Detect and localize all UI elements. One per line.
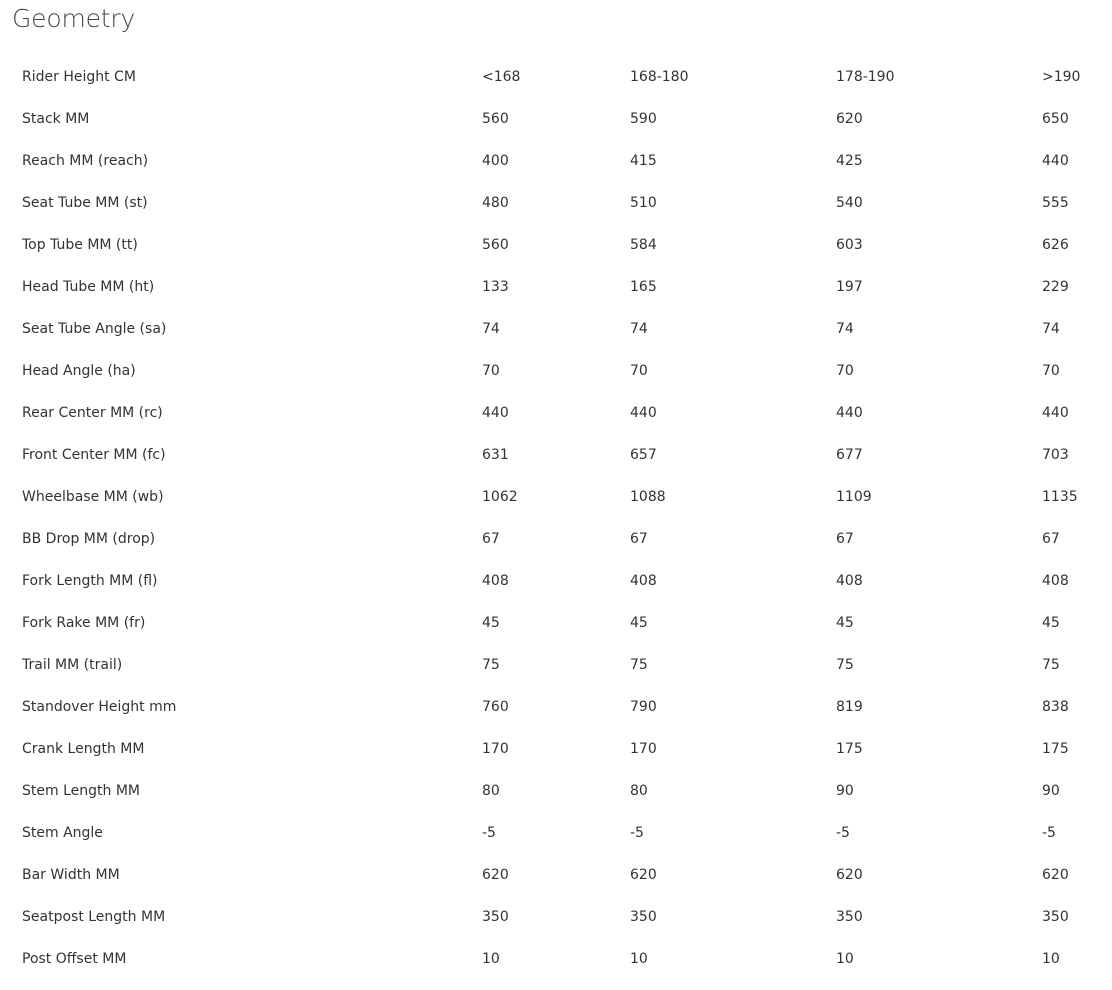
size-value-cell: 45 — [836, 615, 854, 631]
size-value-cell: 620 — [1042, 867, 1069, 883]
row-label: Trail MM (trail) — [22, 657, 123, 673]
table-row — [0, 350, 1112, 392]
row-label: Crank Length MM — [22, 741, 145, 757]
row-label: Stack MM — [22, 111, 90, 127]
size-value-cell: 10 — [630, 951, 648, 967]
geometry-table — [0, 56, 1112, 980]
size-value-cell: 133 — [482, 279, 509, 295]
row-label: Top Tube MM (tt) — [22, 237, 138, 253]
size-value-cell: 178-190 — [836, 69, 895, 85]
size-value-cell: 408 — [1042, 573, 1069, 589]
size-value-cell: 67 — [836, 531, 854, 547]
size-value-cell: -5 — [630, 825, 644, 841]
row-label: Bar Width MM — [22, 867, 120, 883]
size-value-cell: 540 — [836, 195, 863, 211]
size-value-cell: 90 — [1042, 783, 1060, 799]
row-label: Rear Center MM (rc) — [22, 405, 163, 421]
size-value-cell: 790 — [630, 699, 657, 715]
size-value-cell: 170 — [482, 741, 509, 757]
size-value-cell: 440 — [482, 405, 509, 421]
table-row — [0, 56, 1112, 98]
geometry-table-body — [0, 56, 1112, 980]
size-value-cell: 165 — [630, 279, 657, 295]
size-value-cell: 760 — [482, 699, 509, 715]
size-value-cell: 560 — [482, 237, 509, 253]
table-row — [0, 854, 1112, 896]
row-label: BB Drop MM (drop) — [22, 531, 156, 547]
size-value-cell: 67 — [630, 531, 648, 547]
size-value-cell: 10 — [482, 951, 500, 967]
table-row — [0, 182, 1112, 224]
size-value-cell: 74 — [836, 321, 854, 337]
size-value-cell: 175 — [1042, 741, 1069, 757]
table-row — [0, 560, 1112, 602]
table-row — [0, 434, 1112, 476]
size-value-cell: 440 — [836, 405, 863, 421]
row-label: Seatpost Length MM — [22, 909, 166, 925]
size-value-cell: 1109 — [836, 489, 872, 505]
size-value-cell: 80 — [482, 783, 500, 799]
size-value-cell: 555 — [1042, 195, 1069, 211]
size-value-cell: 75 — [1042, 657, 1060, 673]
size-value-cell: 408 — [630, 573, 657, 589]
size-value-cell: 677 — [836, 447, 863, 463]
row-label: Head Tube MM (ht) — [22, 279, 155, 295]
size-value-cell: 350 — [1042, 909, 1069, 925]
row-label: Seat Tube MM (st) — [22, 195, 148, 211]
size-value-cell: 415 — [630, 153, 657, 169]
size-value-cell: 480 — [482, 195, 509, 211]
size-value-cell: 70 — [1042, 363, 1060, 379]
size-value-cell: 408 — [836, 573, 863, 589]
size-value-cell: 75 — [482, 657, 500, 673]
table-row — [0, 266, 1112, 308]
page-title: Geometry — [12, 4, 136, 33]
table-row — [0, 602, 1112, 644]
table-row — [0, 686, 1112, 728]
size-value-cell: 408 — [482, 573, 509, 589]
size-value-cell: 74 — [482, 321, 500, 337]
table-row — [0, 938, 1112, 980]
size-value-cell: 440 — [630, 405, 657, 421]
size-value-cell: 584 — [630, 237, 657, 253]
size-value-cell: -5 — [1042, 825, 1056, 841]
size-value-cell: <168 — [482, 69, 521, 85]
size-value-cell: 400 — [482, 153, 509, 169]
size-value-cell: 67 — [1042, 531, 1060, 547]
table-row — [0, 308, 1112, 350]
size-value-cell: 703 — [1042, 447, 1069, 463]
row-label: Front Center MM (fc) — [22, 447, 166, 463]
size-value-cell: 74 — [630, 321, 648, 337]
table-row — [0, 770, 1112, 812]
size-value-cell: 657 — [630, 447, 657, 463]
row-label: Fork Rake MM (fr) — [22, 615, 146, 631]
row-label: Fork Length MM (fl) — [22, 573, 158, 589]
size-value-cell: 440 — [1042, 153, 1069, 169]
size-value-cell: 168-180 — [630, 69, 689, 85]
size-value-cell: 425 — [836, 153, 863, 169]
size-value-cell: 590 — [630, 111, 657, 127]
row-label: Wheelbase MM (wb) — [22, 489, 164, 505]
size-value-cell: 819 — [836, 699, 863, 715]
size-value-cell: 10 — [836, 951, 854, 967]
size-value-cell: 70 — [836, 363, 854, 379]
size-value-cell: -5 — [482, 825, 496, 841]
size-value-cell: -5 — [836, 825, 850, 841]
size-value-cell: 67 — [482, 531, 500, 547]
size-value-cell: 1088 — [630, 489, 666, 505]
size-value-cell: 45 — [482, 615, 500, 631]
size-value-cell: 838 — [1042, 699, 1069, 715]
size-value-cell: 75 — [836, 657, 854, 673]
row-label: Stem Angle — [22, 825, 103, 841]
table-row — [0, 644, 1112, 686]
table-row — [0, 476, 1112, 518]
table-row — [0, 392, 1112, 434]
row-label: Standover Height mm — [22, 699, 177, 715]
size-value-cell: 603 — [836, 237, 863, 253]
size-value-cell: 74 — [1042, 321, 1060, 337]
size-value-cell: 350 — [630, 909, 657, 925]
size-value-cell: 45 — [630, 615, 648, 631]
size-value-cell: 620 — [836, 867, 863, 883]
size-value-cell: >190 — [1042, 69, 1081, 85]
row-label: Post Offset MM — [22, 951, 127, 967]
size-value-cell: 1135 — [1042, 489, 1078, 505]
row-label: Seat Tube Angle (sa) — [22, 321, 167, 337]
size-value-cell: 10 — [1042, 951, 1060, 967]
size-value-cell: 620 — [836, 111, 863, 127]
table-row — [0, 224, 1112, 266]
row-label: Reach MM (reach) — [22, 153, 149, 169]
size-value-cell: 560 — [482, 111, 509, 127]
row-label: Stem Length MM — [22, 783, 140, 799]
size-value-cell: 350 — [482, 909, 509, 925]
size-value-cell: 1062 — [482, 489, 518, 505]
size-value-cell: 229 — [1042, 279, 1069, 295]
row-label: Head Angle (ha) — [22, 363, 136, 379]
size-value-cell: 80 — [630, 783, 648, 799]
size-value-cell: 620 — [630, 867, 657, 883]
size-value-cell: 350 — [836, 909, 863, 925]
table-row — [0, 812, 1112, 854]
size-value-cell: 197 — [836, 279, 863, 295]
size-value-cell: 440 — [1042, 405, 1069, 421]
size-value-cell: 75 — [630, 657, 648, 673]
table-row — [0, 98, 1112, 140]
size-value-cell: 620 — [482, 867, 509, 883]
size-value-cell: 175 — [836, 741, 863, 757]
row-label: Rider Height CM — [22, 69, 136, 85]
table-row — [0, 518, 1112, 560]
size-value-cell: 510 — [630, 195, 657, 211]
table-row — [0, 728, 1112, 770]
size-value-cell: 70 — [482, 363, 500, 379]
size-value-cell: 626 — [1042, 237, 1069, 253]
size-value-cell: 650 — [1042, 111, 1069, 127]
table-row — [0, 896, 1112, 938]
size-value-cell: 170 — [630, 741, 657, 757]
size-value-cell: 45 — [1042, 615, 1060, 631]
size-value-cell: 90 — [836, 783, 854, 799]
table-row — [0, 140, 1112, 182]
size-value-cell: 631 — [482, 447, 509, 463]
size-value-cell: 70 — [630, 363, 648, 379]
